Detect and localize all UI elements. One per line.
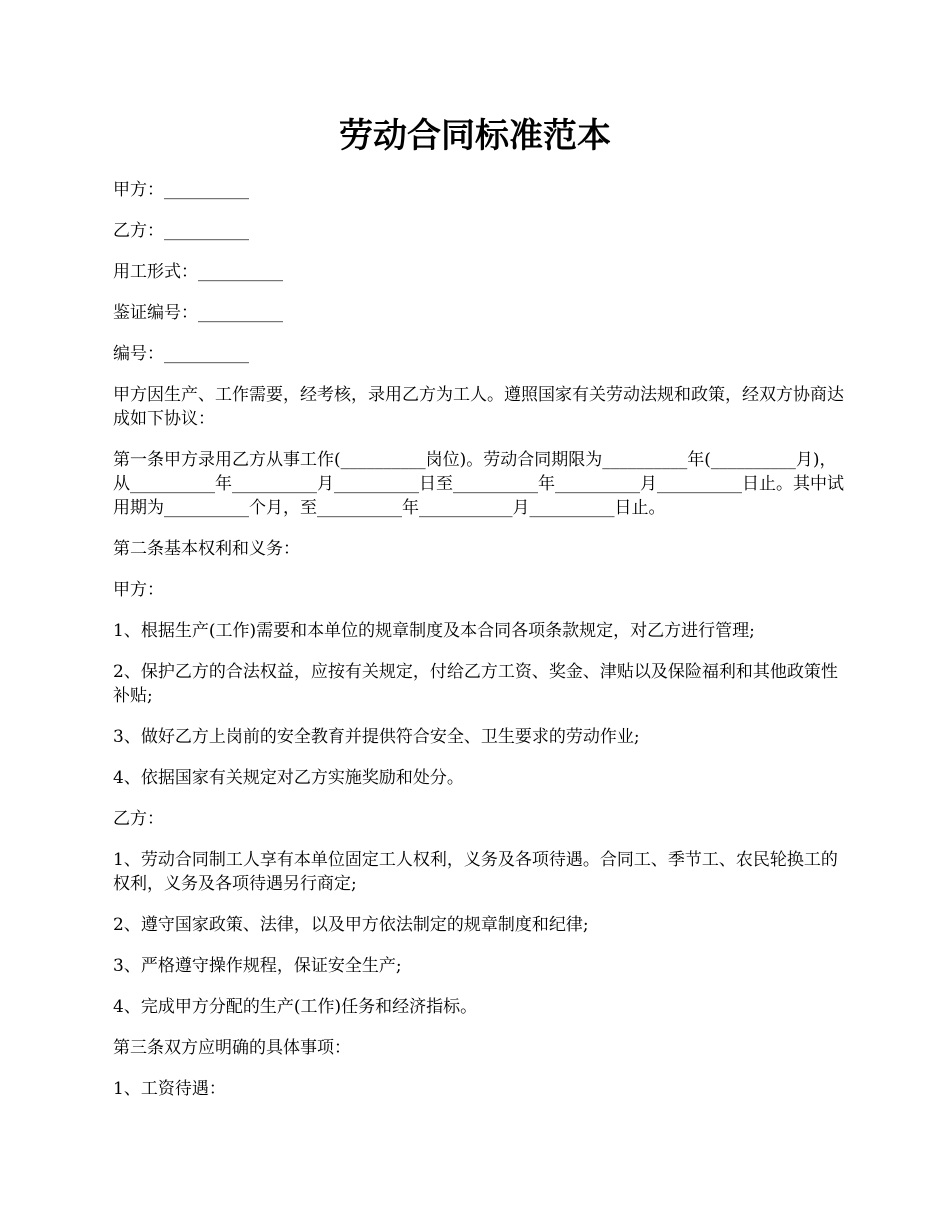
document-body xyxy=(113,178,853,1118)
party-a-heading: 甲方： xyxy=(113,580,164,600)
preamble-paragraph: 甲方因生产、工作需要，经考核，录用乙方为工人。遵照国家有关劳动法规和政策，经双方协商达成如下协议： xyxy=(113,385,844,429)
document-title: 劳动合同标准范本 xyxy=(339,116,611,156)
employment-form-line: 用工形式：__________ xyxy=(113,262,283,282)
party-a-item-3: 3、做好乙方上岗前的安全教育并提供符合安全、卫生要求的劳动作业; xyxy=(113,727,640,747)
party-a-item-1: 1、根据生产(工作)需要和本单位的规章制度及本合同各项条款规定，对乙方进行管理; xyxy=(113,621,755,641)
article-two-heading: 第二条基本权利和义务： xyxy=(113,539,300,559)
verification-number-line: 鉴证编号：__________ xyxy=(113,303,283,323)
party-b-heading: 乙方： xyxy=(113,809,164,829)
party-a-item-2: 2、保护乙方的合法权益，应按有关规定，付给乙方工资、奖金、津贴以及保险福利和其他政策性补贴; xyxy=(113,662,838,706)
article-one-paragraph: 第一条甲方录用乙方从事工作(__________岗位)。劳动合同期限为__________年(__________月)，从__________年__________月__________日至__________年__________月__________日止。其中试用期为__________个月，至__________年___________月__________日止。 xyxy=(113,450,844,518)
number-line: 编号：__________ xyxy=(113,344,249,364)
party-b-line: 乙方：__________ xyxy=(113,221,249,241)
party-b-item-4: 4、完成甲方分配的生产(工作)任务和经济指标。 xyxy=(113,997,478,1017)
party-b-item-3: 3、严格遵守操作规程，保证安全生产; xyxy=(113,956,402,976)
party-a-item-4: 4、依据国家有关规定对乙方实施奖励和处分。 xyxy=(113,768,464,788)
article-three-heading: 第三条双方应明确的具体事项： xyxy=(113,1038,351,1058)
party-a-line: 甲方：__________ xyxy=(113,180,249,200)
party-b-item-1: 1、劳动合同制工人享有本单位固定工人权利，义务及各项待遇。合同工、季节工、农民轮换工的权利，义务及各项待遇另行商定; xyxy=(113,850,838,894)
party-b-item-2: 2、遵守国家政策、法律，以及甲方依法制定的规章制度和纪律; xyxy=(113,915,589,935)
article-three-item-1: 1、工资待遇： xyxy=(113,1079,226,1099)
